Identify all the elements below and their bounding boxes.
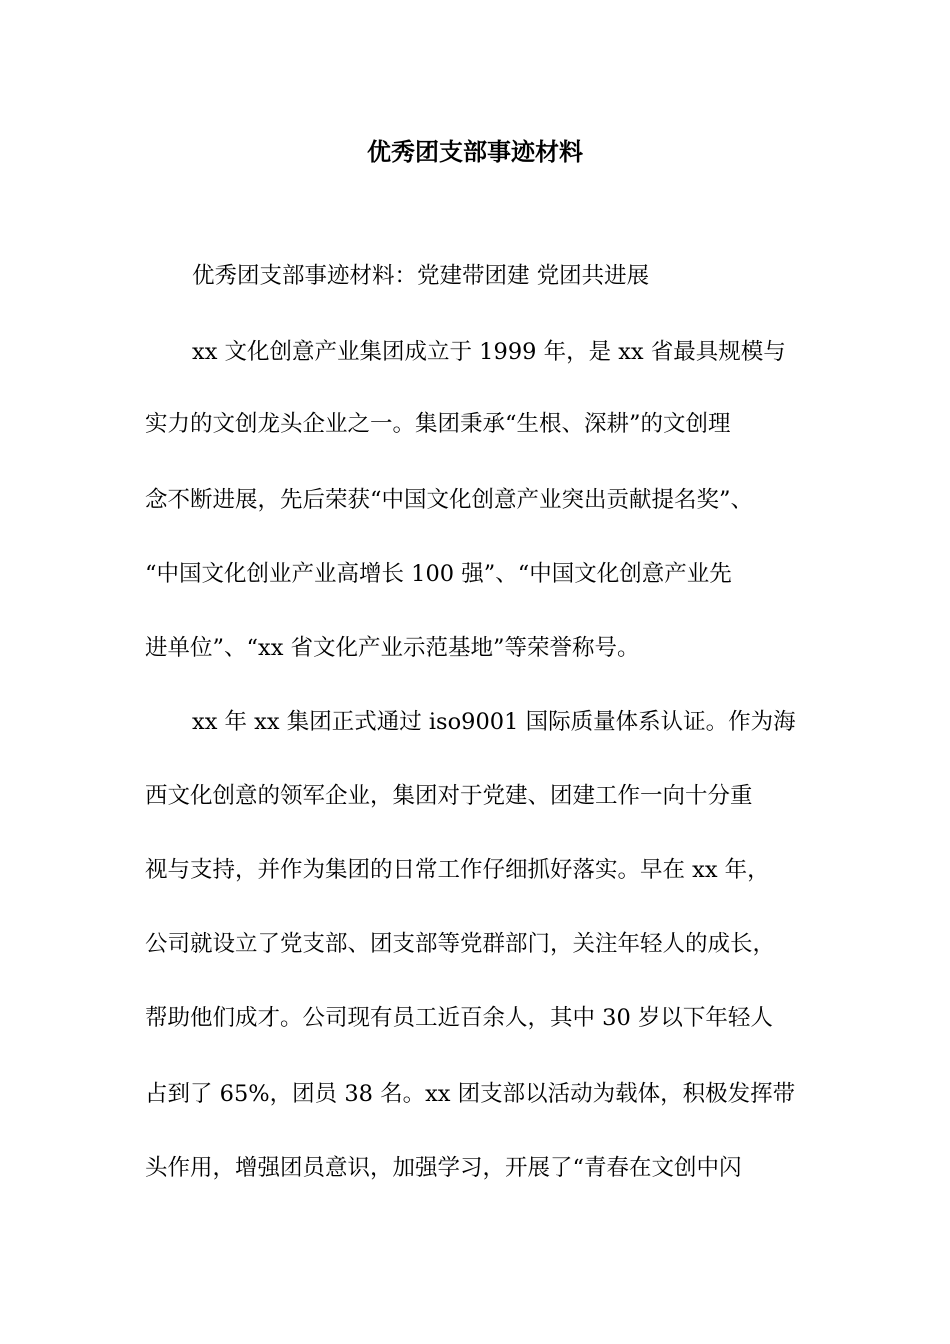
- paragraph-line: 头作用，增强团员意识，加强学习，开展了“青春在文创中闪: [145, 1155, 742, 1181]
- paragraph-line: 念不断进展，先后荣获“中国文化创意产业突出贡献提名奖”、: [145, 487, 754, 513]
- paragraph-line: 帮助他们成才。公司现有员工近百余人，其中 30 岁以下年轻人: [145, 1005, 773, 1031]
- paragraph-line: xx 文化创意产业集团成立于 1999 年，是 xx 省最具规模与: [192, 339, 786, 365]
- paragraph-line: 视与支持，并作为集团的日常工作仔细抓好落实。早在 xx 年，: [145, 857, 770, 883]
- paragraph-line: 西文化创意的领军企业，集团对于党建、团建工作一向十分重: [145, 783, 753, 809]
- paragraph-line: “中国文化创业产业高增长 100 强”、“中国文化创意产业先: [145, 561, 732, 587]
- document-title: 优秀团支部事迹材料: [367, 137, 583, 166]
- paragraph-line: xx 年 xx 集团正式通过 iso9001 国际质量体系认证。作为海: [192, 709, 796, 735]
- paragraph-line: 优秀团支部事迹材料：党建带团建 党团共进展: [192, 263, 650, 289]
- paragraph-line: 占到了 65%，团员 38 名。xx 团支部以活动为载体，积极发挥带: [145, 1081, 796, 1107]
- paragraph-line: 公司就设立了党支部、团支部等党群部门，关注年轻人的成长，: [145, 931, 776, 957]
- paragraph-line: 实力的文创龙头企业之一。集团秉承“生根、深耕”的文创理: [145, 411, 731, 437]
- paragraph-line: 进单位”、“xx 省文化产业示范基地”等荣誉称号。: [145, 635, 640, 661]
